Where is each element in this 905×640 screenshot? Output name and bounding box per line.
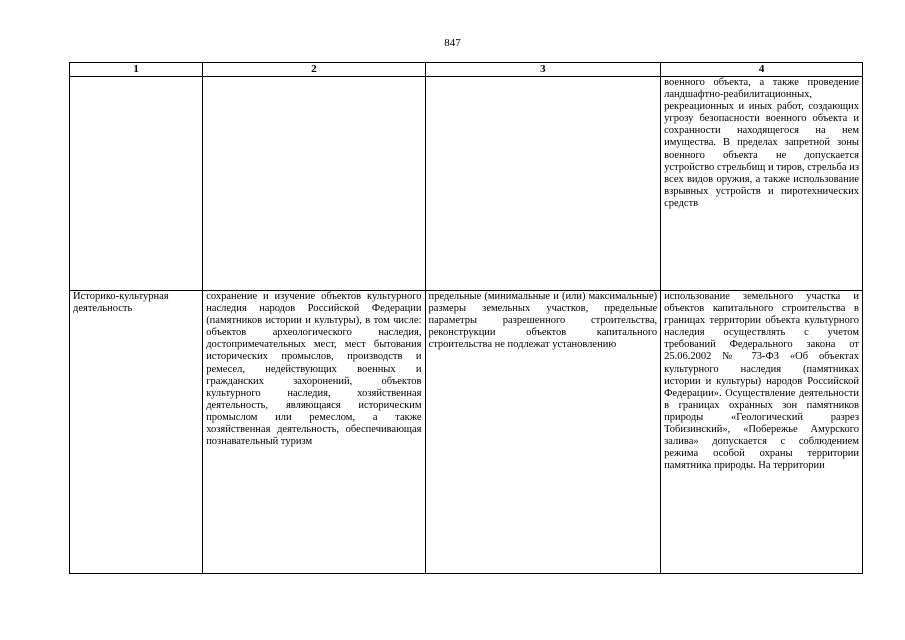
row1-col4: военного объекта, а также проведение ландшафтно-реабилитационных, рекреационных и иных работ, создающих угрозу безопасности военного объекта и сохранности находящегося на нем имущества. В пределах запретной зоны военного объекта не допускается устройство стрельбищ и тиров, стрельба из всех видов оружия, а также использование взрывных устройств и пиротехнических средств (661, 77, 863, 291)
zoning-table (69, 62, 863, 574)
page-number: 847 (444, 37, 461, 49)
row2-col4: использование земельного участка и объектов капитального строительства в границах территории объекта культурного наследия осуществлять с учетом требований Федерального закона от 25.06.2002 № 73-ФЗ «Об объектах культурного наследия (памятниках истории и культуры) народов Российской Федерации». Осуществление деятельности в границах охранных зон памятников природы «Геологический разрез Тобизинский», «Побережье Амурского залива» допускается с соблюдением режима особой охраны территории памятника природы. На территории (661, 291, 863, 574)
row2-col2: сохранение и изучение объектов культурного наследия народов Российской Федерации (памятников истории и культуры), в том числе: объектов археологического наследия, достопримечательных мест, мест бытования исторических промыслов, производств и ремесел, недействующих военных и гражданских захоронений, объектов культурного наследия, хозяйственная деятельность, являющаяся историческим промыслом или ремеслом, а также хозяйственная деятельность, обеспечивающая познавательный туризм (203, 291, 425, 574)
header-col-4: 4 (661, 63, 863, 77)
header-col-3: 3 (425, 63, 661, 77)
row1-col2 (203, 77, 425, 291)
row1-col3 (425, 77, 661, 291)
table-header-row (70, 63, 863, 77)
header-col-1: 1 (70, 63, 203, 77)
row2-col1: Историко-культурная деятельность (70, 291, 203, 574)
row1-col1 (70, 77, 203, 291)
table-row (70, 291, 863, 574)
table-row (70, 77, 863, 291)
header-col-2: 2 (203, 63, 425, 77)
row2-col3: предельные (минимальные и (или) максимальные) размеры земельных участков, предельные параметры разрешенного строительства, реконструкции объектов капитального строительства не подлежат установлению (425, 291, 661, 574)
